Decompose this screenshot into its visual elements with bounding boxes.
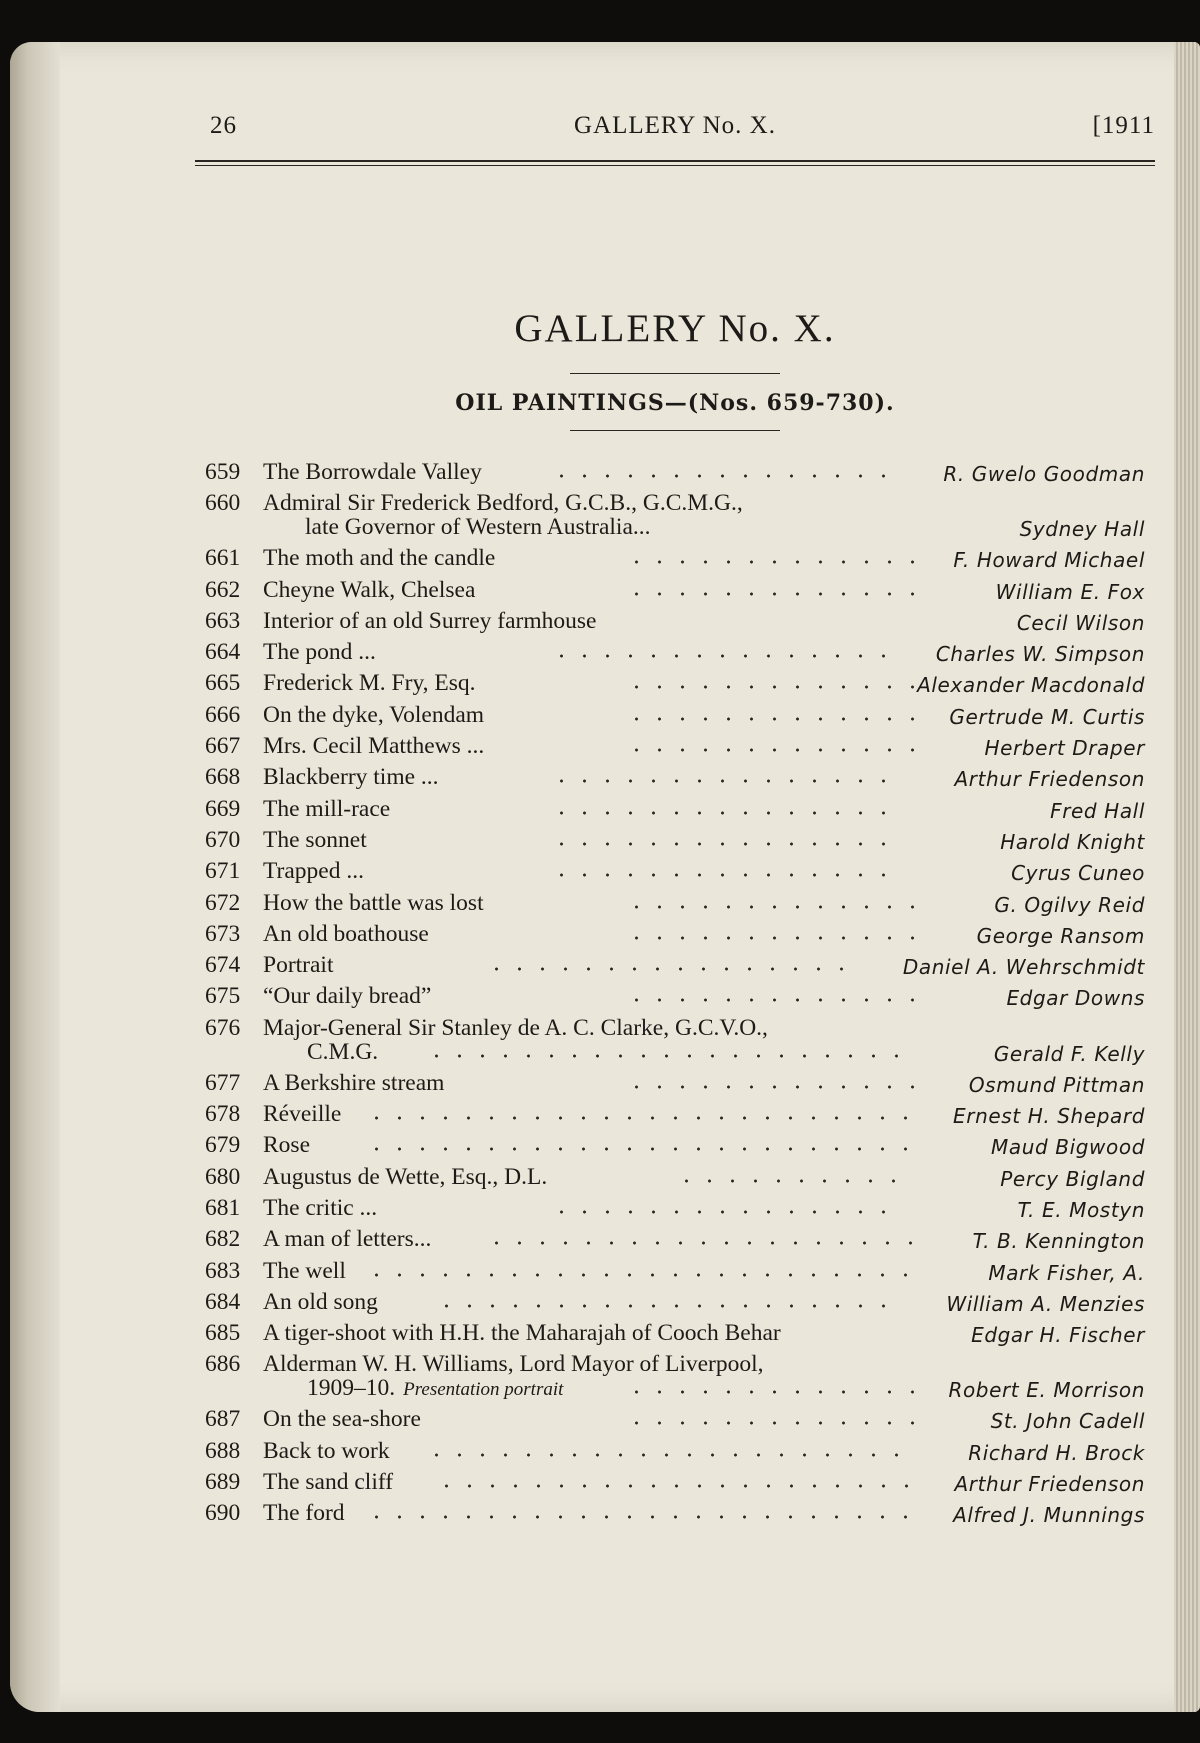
running-head [195,112,1155,152]
title-rule-bottom [570,430,780,431]
leader-dots [550,809,890,817]
entry-artist: G. Ogilvy Reid [994,892,1145,917]
list-item [195,827,1155,858]
list-item [195,1226,1155,1257]
entry-number: 660 [205,490,241,517]
entry-number: 688 [205,1437,241,1464]
entry-number: 674 [205,952,241,979]
leader-dots [675,1177,915,1185]
entry-number: 683 [205,1257,241,1284]
entry-number: 659 [205,459,241,485]
entry-title: Rose [263,1132,310,1159]
entry-title: On the dyke, Volendam [263,701,485,728]
title-rule-top [570,373,780,374]
list-item [195,1132,1155,1163]
entry-number: 678 [205,1101,241,1128]
entry-artist: Richard H. Brock [968,1440,1145,1465]
entry-title: A tiger-shoot with H.H. the Maharajah of Cooch Behar [263,1320,781,1347]
entry-artist: R. Gwelo Goodman [943,462,1145,486]
leader-dots [550,777,890,785]
entry-number: 675 [205,983,241,1010]
leader-dots [435,1302,900,1310]
entry-artist: Herbert Draper [984,736,1145,761]
entry-number: 679 [205,1132,241,1159]
list-item [195,890,1155,921]
entry-number: 669 [205,795,241,822]
entry-number: 667 [205,733,241,760]
entry-title: The moth and the candle [263,545,496,572]
entry-title: An old song [263,1288,378,1315]
leader-dots [625,590,915,598]
entry-number: 663 [205,607,241,634]
entry-artist: Arthur Friedenson [954,1472,1145,1497]
entry-number: 666 [205,701,241,728]
entry-title: The ford [263,1500,345,1527]
entry-artist: Alfred J. Munnings [953,1503,1145,1528]
leader-dots [425,1052,915,1060]
entry-title: The Borrowdale Valley [263,459,482,485]
entry-number: 690 [205,1500,241,1527]
leader-dots [625,903,915,911]
entry-title-continued: late Governor of Western Australia... [305,514,651,541]
entry-title: How the battle was lost [263,889,484,916]
list-item [195,1164,1155,1195]
header-rule [195,160,1155,166]
entry-number: 684 [205,1288,241,1315]
list-item [195,670,1155,701]
entry-number: 676 [205,1014,241,1041]
catalogue-list [195,459,1155,1532]
entry-artist: T. B. Kennington [972,1229,1145,1254]
list-item [195,1351,1155,1406]
entry-number: 681 [205,1194,241,1221]
entry-title: The mill-race [263,795,391,822]
page-edges [1174,42,1200,1712]
entry-artist: F. Howard Michael [953,548,1145,573]
list-item [195,1320,1155,1351]
leader-dots [485,1239,915,1247]
entry-number: 682 [205,1226,241,1253]
page-content [195,112,1155,1532]
entry-title-continued: C.M.G. [307,1038,379,1065]
leader-dots [550,871,890,879]
entry-artist: Robert E. Morrison [948,1378,1145,1403]
list-item [195,764,1155,795]
entry-number: 686 [205,1351,241,1378]
entry-title: Frederick M. Fry, Esq. [263,670,476,697]
leader-dots [365,1145,910,1153]
entry-number: 671 [205,858,241,885]
list-item [195,1289,1155,1320]
entry-title: A Berkshire stream [263,1069,445,1096]
book-page [10,42,1200,1712]
leader-dots [625,1083,915,1091]
leader-dots [625,746,915,754]
entry-title: Admiral Sir Frederick Bedford, G.C.B., G.C.M.G., [263,490,743,517]
section-title: OIL PAINTINGS—(Nos. 659-730). [455,390,895,416]
leader-dots [365,1114,910,1122]
entry-artist: Charles W. Simpson [935,642,1145,667]
entry-artist: Cyrus Cuneo [1011,861,1145,886]
entry-artist: Osmund Pittman [968,1072,1145,1097]
list-item [195,796,1155,827]
entry-number: 687 [205,1406,241,1433]
entry-artist: Cecil Wilson [1016,610,1145,635]
entry-title: The well [263,1257,346,1284]
leader-dots [625,1388,915,1396]
leader-dots [365,1271,915,1279]
running-title: GALLERY No. X. [574,112,776,139]
list-item [195,608,1155,639]
entry-number: 680 [205,1163,241,1190]
leader-dots [625,996,915,1004]
entry-title: Major-General Sir Stanley de A. C. Clarke, G.C.V.O., [263,1014,768,1041]
list-item [195,545,1155,576]
entry-artist: Maud Bigwood [991,1135,1145,1160]
entry-number: 665 [205,670,241,697]
list-item [195,459,1155,490]
leader-dots [550,652,890,660]
list-item [195,921,1155,952]
entry-title: Mrs. Cecil Matthews ... [263,733,485,760]
entry-number: 662 [205,576,241,603]
entry-title: Trapped ... [263,858,364,885]
leader-dots [365,1513,915,1521]
entry-year: 1909–10. [307,1375,396,1402]
leader-dots [550,1208,890,1216]
list-item [195,1015,1155,1070]
entry-title: Cheyne Walk, Chelsea [263,576,476,603]
entry-number: 677 [205,1069,241,1096]
leader-dots [485,965,855,973]
leader-dots [625,1419,915,1427]
list-item [195,1070,1155,1101]
entry-number: 664 [205,639,241,666]
entry-artist: Arthur Friedenson [954,767,1145,792]
entry-artist: T. E. Mostyn [1017,1197,1145,1222]
list-item [195,1258,1155,1289]
leader-dots [550,472,890,480]
entry-title: The critic ... [263,1194,378,1221]
leader-dots [625,934,915,942]
year: [1911 [1092,112,1155,139]
leader-dots [550,840,890,848]
entry-artist: St. John Cadell [990,1409,1145,1434]
entry-title: Portrait [263,952,334,979]
leader-dots [625,558,915,566]
entry-title: The pond ... [263,639,376,666]
entry-title: Alderman W. H. Williams, Lord Mayor of Liverpool, [263,1351,764,1378]
leader-dots [625,683,915,691]
list-item [195,983,1155,1014]
entry-title: “Our daily bread” [263,983,432,1010]
page-number: 26 [210,112,237,139]
entry-title: Réveille [263,1101,342,1128]
entry-artist: Percy Bigland [1000,1166,1145,1191]
list-item [195,577,1155,608]
entry-artist: Gertrude M. Curtis [949,704,1145,729]
list-item [195,858,1155,889]
list-item [195,1438,1155,1469]
entry-title: Back to work [263,1437,390,1464]
list-item [195,733,1155,764]
entry-title: On the sea-shore [263,1406,421,1433]
list-item [195,1469,1155,1500]
entry-artist: Mark Fisher, A. [988,1260,1145,1285]
list-item [195,702,1155,733]
leader-dots [425,1451,915,1459]
entry-artist: Alexander Macdonald [917,673,1145,698]
entry-number: 685 [205,1320,241,1347]
entry-artist: Sydney Hall [1019,517,1145,542]
page-gutter [10,42,60,1712]
entry-artist: George Ransom [976,923,1145,948]
entry-artist: Harold Knight [1000,829,1145,854]
entry-number: 668 [205,764,241,791]
entry-artist: Fred Hall [1050,798,1145,823]
entry-artist: Edgar Downs [1006,986,1145,1011]
entry-note: Presentation portrait [403,1379,564,1401]
entry-title: Interior of an old Surrey farmhouse [263,607,597,634]
entry-artist: Daniel A. Wehrschmidt [902,955,1145,980]
gallery-title: GALLERY No. X. [514,307,836,350]
list-item [195,1406,1155,1437]
entry-artist: Edgar H. Fischer [971,1323,1145,1348]
entry-title: Blackberry time ... [263,764,439,791]
entry-number: 672 [205,889,241,916]
list-item [195,952,1155,983]
leader-dots [625,715,915,723]
entry-number: 673 [205,920,241,947]
entry-title: Augustus de Wette, Esq., D.L. [263,1163,548,1190]
list-item [195,490,1155,545]
entry-title: A man of letters... [263,1226,432,1253]
entry-artist: William E. Fox [995,579,1145,604]
leader-dots [435,1482,915,1490]
list-item [195,1101,1155,1132]
entry-number: 661 [205,545,241,572]
entry-artist: William A. Menzies [946,1291,1145,1316]
entry-title: An old boathouse [263,920,429,947]
entry-artist: Gerald F. Kelly [993,1041,1145,1066]
entry-title: The sonnet [263,826,367,853]
entry-number: 670 [205,826,241,853]
list-item [195,639,1155,670]
list-item [195,1500,1155,1531]
entry-title: The sand cliff [263,1469,394,1496]
list-item [195,1195,1155,1226]
entry-number: 689 [205,1469,241,1496]
entry-title-continued [307,1375,563,1402]
entry-artist: Ernest H. Shepard [953,1104,1145,1129]
